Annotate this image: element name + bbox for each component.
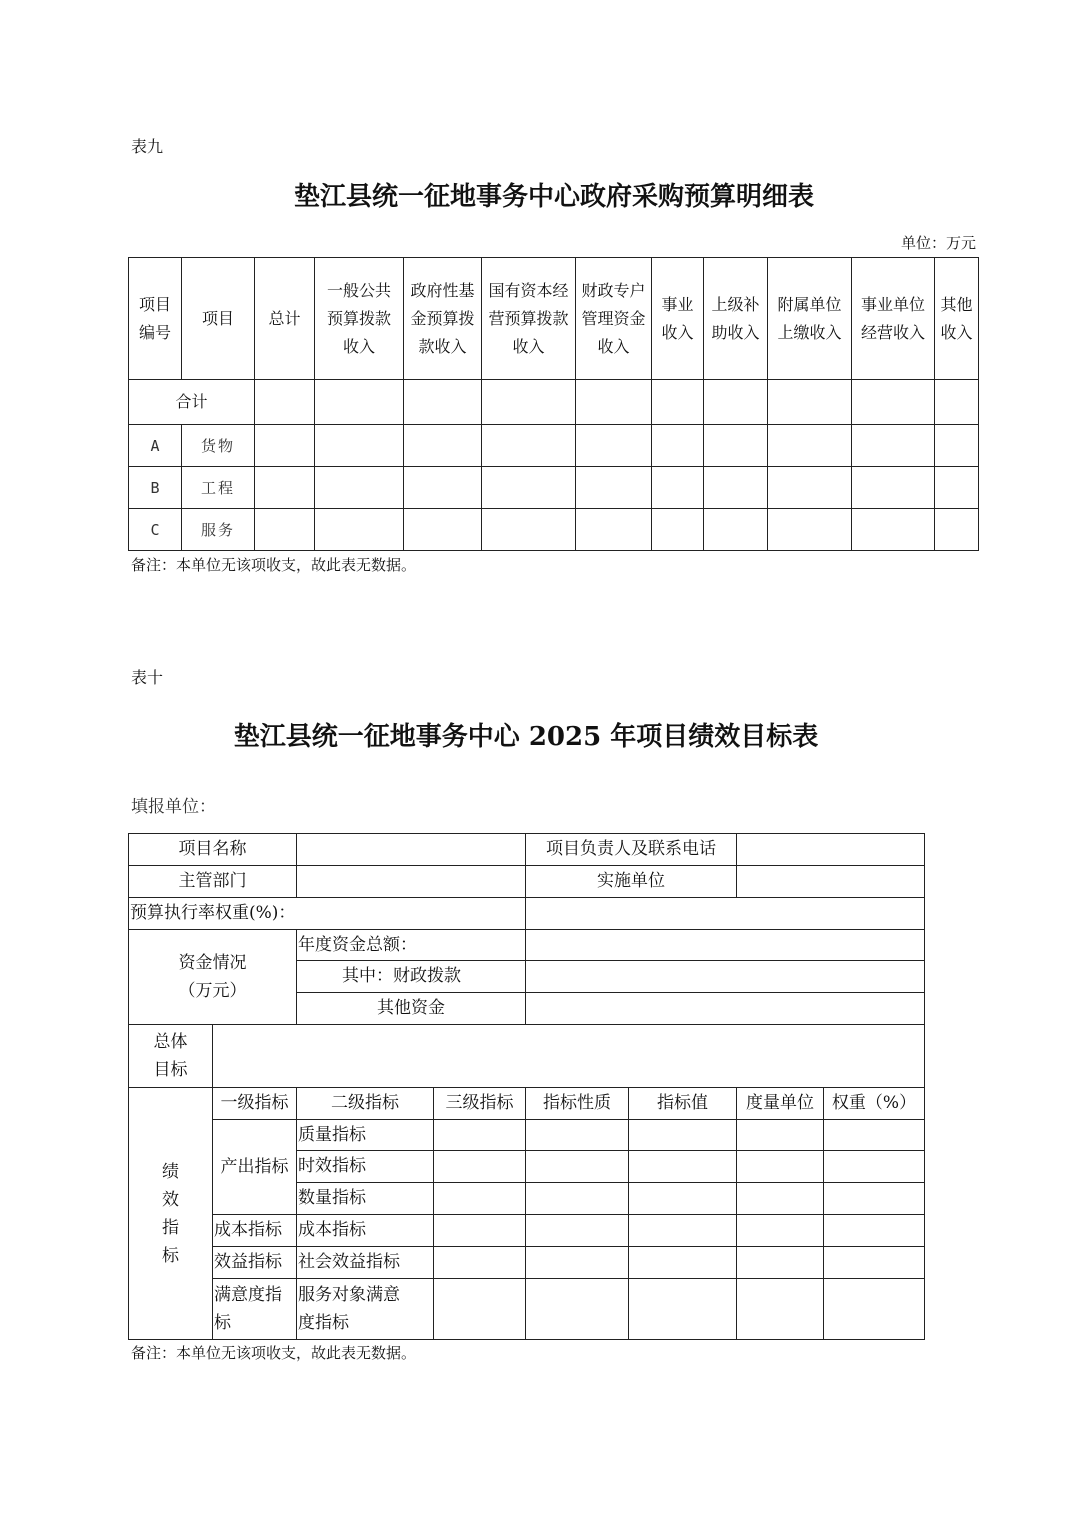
row-name: 货物 [182, 425, 255, 467]
table10-label: 表十 [131, 668, 164, 687]
table9-total-row [129, 380, 979, 425]
level1-cell: 产出指标 [213, 1120, 297, 1215]
col-header: 三级指标 [434, 1088, 526, 1120]
level2-cell: 数量指标 [297, 1183, 434, 1215]
table10-title: 垫江县统一征地事务中心 2025 年项目绩效目标表 [233, 722, 819, 752]
table9-header-row [129, 258, 979, 380]
budget-weight-label: 预算执行率权重(%)： [129, 898, 526, 930]
perf-label: 绩 效 指 标 [129, 1088, 213, 1340]
fiscal-value [526, 961, 925, 993]
table9-label: 表九 [131, 137, 164, 156]
table-row [129, 1247, 925, 1279]
total-label: 合计 [129, 380, 255, 425]
header-cell: 国有资本经 营预算拨款 收入 [482, 258, 576, 380]
table10-note: 备注：本单位无该项收支，故此表无数据。 [131, 1344, 417, 1362]
col-header: 二级指标 [297, 1088, 434, 1120]
annual-total-value [526, 930, 925, 961]
other-funds-label: 其他资金 [297, 993, 526, 1025]
header-cell: 项目 [182, 258, 255, 380]
level2-cell: 时效指标 [297, 1151, 434, 1183]
performance-goal-table [128, 833, 925, 1340]
header-cell: 事业 收入 [652, 258, 704, 380]
other-funds-value [526, 993, 925, 1025]
level2-cell: 质量指标 [297, 1120, 434, 1151]
project-owner-label: 项目负责人及联系电话 [526, 834, 737, 866]
impl-unit-label: 实施单位 [526, 866, 737, 898]
table-row [129, 425, 979, 467]
level2-cell: 社会效益指标 [297, 1247, 434, 1279]
fiscal-label: 其中：财政拨款 [297, 961, 526, 993]
dept-value [297, 866, 526, 898]
fill-unit-label: 填报单位： [131, 797, 216, 817]
table9-title: 垫江县统一征地事务中心政府采购预算明细表 [293, 182, 814, 212]
col-header: 指标值 [629, 1088, 737, 1120]
dept-label: 主管部门 [129, 866, 297, 898]
overall-goal-value [213, 1025, 925, 1088]
table-row [129, 1279, 925, 1340]
header-cell: 附属单位 上缴收入 [768, 258, 852, 380]
header-cell: 其他 收入 [935, 258, 979, 380]
annual-total-label: 年度资金总额： [297, 930, 526, 961]
level1-cell: 成本指标 [213, 1215, 297, 1247]
procurement-budget-table [128, 257, 979, 551]
header-cell: 项目 编号 [129, 258, 182, 380]
level1-cell: 满意度指 标 [213, 1279, 297, 1340]
impl-unit-value [737, 866, 925, 898]
row-code: C [129, 509, 182, 551]
table-row [129, 1215, 925, 1247]
funds-label: 资金情况 （万元） [129, 930, 297, 1025]
overall-goal-label: 总体 目标 [129, 1025, 213, 1088]
header-cell: 财政专户 管理资金 收入 [576, 258, 652, 380]
col-header: 权重（%） [824, 1088, 925, 1120]
col-header: 度量单位 [737, 1088, 824, 1120]
col-header: 一级指标 [213, 1088, 297, 1120]
row-code: B [129, 467, 182, 509]
project-name-value [297, 834, 526, 866]
header-cell: 一般公共 预算拨款 收入 [315, 258, 404, 380]
table9-note: 备注：本单位无该项收支，故此表无数据。 [131, 556, 417, 574]
header-cell: 政府性基 金预算拨 款收入 [404, 258, 482, 380]
col-header: 指标性质 [526, 1088, 629, 1120]
perf-header-row [129, 1088, 925, 1120]
header-cell: 总计 [255, 258, 315, 380]
header-cell: 上级补 助收入 [704, 258, 768, 380]
row-code: A [129, 425, 182, 467]
header-cell: 事业单位 经营收入 [852, 258, 935, 380]
table9-unit: 单位：万元 [900, 234, 976, 252]
level2-cell: 成本指标 [297, 1215, 434, 1247]
budget-weight-value [526, 898, 925, 930]
table-row [129, 1120, 925, 1151]
level1-cell: 效益指标 [213, 1247, 297, 1279]
table-row [129, 509, 979, 551]
level2-cell: 服务对象满意 度指标 [297, 1279, 434, 1340]
row-name: 工程 [182, 467, 255, 509]
project-name-label: 项目名称 [129, 834, 297, 866]
table-row [129, 467, 979, 509]
project-owner-value [737, 834, 925, 866]
row-name: 服务 [182, 509, 255, 551]
